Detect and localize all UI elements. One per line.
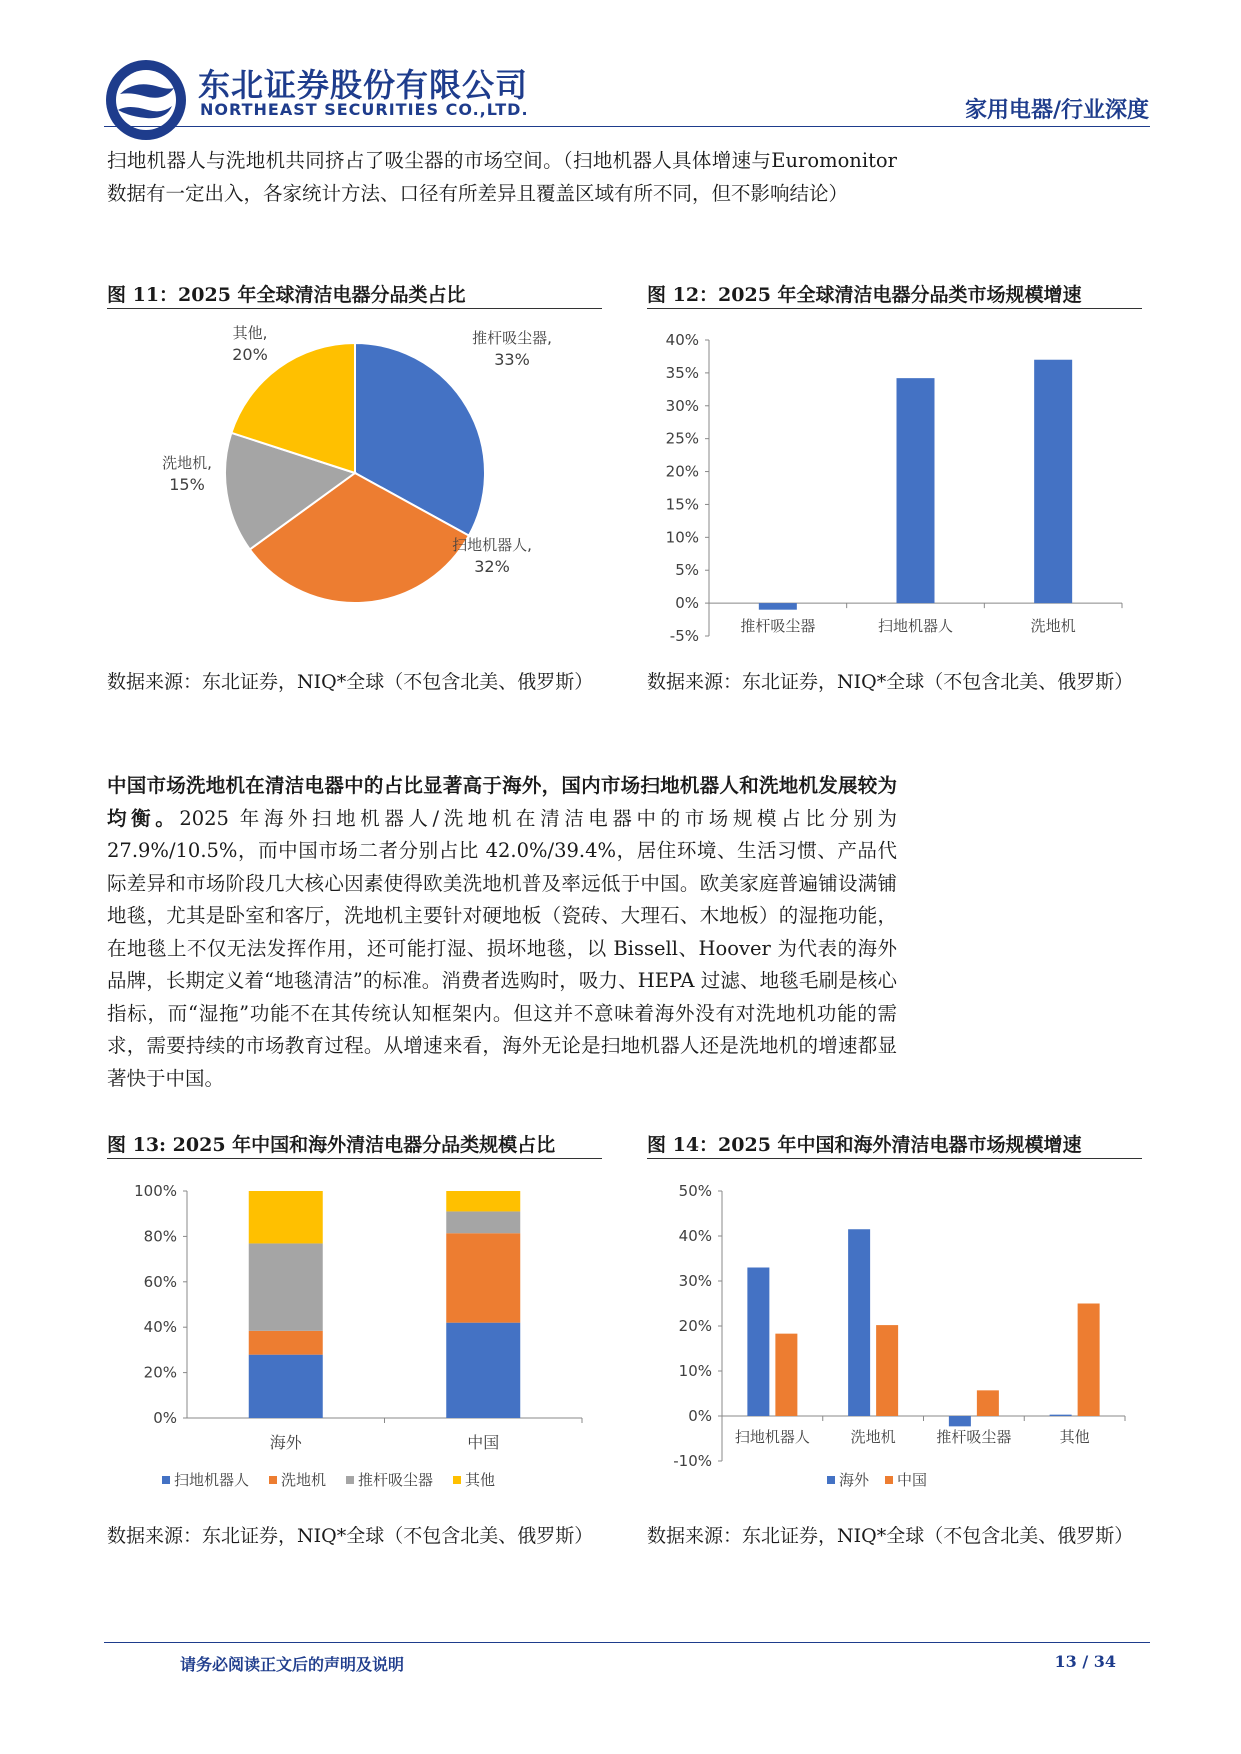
legend-label: 洗地机 (281, 1471, 327, 1489)
page-number: 13 / 34 (1054, 1652, 1116, 1671)
figure-12-rule (647, 308, 1142, 309)
figure-14-rule (647, 1158, 1142, 1159)
stacked-bar-segment (249, 1243, 323, 1330)
figure-14-grouped-bar-chart (647, 1166, 1142, 1496)
pie-value-label: 20% (232, 345, 268, 364)
bar (876, 1325, 898, 1416)
legend-swatch (885, 1476, 893, 1484)
figure-12-title: 图 12：2025 年全球清洁电器分品类市场规模增速 (647, 284, 1082, 306)
figure-13-title: 图 13: 2025 年中国和海外清洁电器分品类规模占比 (107, 1134, 556, 1156)
y-tick-label: 60% (143, 1272, 177, 1291)
brand-name-cn: 东北证券股份有限公司 (198, 66, 529, 104)
y-tick-label: 100% (134, 1182, 177, 1200)
stacked-bar-segment (446, 1233, 520, 1322)
bar (747, 1268, 769, 1417)
bar (977, 1390, 999, 1416)
y-tick-label: 20% (678, 1317, 712, 1335)
y-tick-label: 35% (665, 363, 699, 382)
x-category-label: 推杆吸尘器 (936, 1428, 1012, 1446)
pie-value-label: 15% (169, 475, 205, 494)
figure-11-source: 数据来源：东北证券，NIQ*全球（不包含北美、俄罗斯） (107, 671, 594, 693)
y-tick-label: 20% (665, 462, 699, 481)
y-tick-label: 0% (688, 1407, 712, 1425)
legend-label: 中国 (897, 1471, 928, 1489)
y-tick-label: 20% (143, 1363, 177, 1382)
footer-disclaimer: 请务必阅读正文后的声明及说明 (180, 1655, 405, 1674)
bar (1078, 1304, 1100, 1417)
figure-13-rule (107, 1158, 602, 1159)
legend-label: 扫地机器人 (174, 1471, 250, 1489)
pie-category-label: 扫地机器人, (452, 536, 532, 554)
x-category-label: 推杆吸尘器 (740, 617, 816, 636)
header-divider (104, 126, 1150, 127)
y-tick-label: 5% (675, 561, 699, 580)
x-category-label: 洗地机 (1030, 617, 1076, 636)
stacked-bar-segment (446, 1323, 520, 1418)
y-tick-label: 10% (678, 1362, 712, 1380)
section-tag: 家用电器/行业深度 (964, 98, 1149, 123)
y-tick-label: 80% (143, 1227, 177, 1246)
pie-value-label: 32% (474, 557, 510, 576)
stacked-bar-segment (249, 1331, 323, 1355)
body-lead-bold: 中国市场洗地机在清洁电器中的占比显著高于海外，国内市场扫地机器人和洗地机发展较为均衡。 (107, 774, 897, 830)
figure-11-title: 图 11：2025 年全球清洁电器分品类占比 (107, 284, 466, 306)
pie-category-label: 推杆吸尘器, (472, 329, 552, 347)
legend-label: 推杆吸尘器 (358, 1471, 434, 1489)
bar (949, 1416, 971, 1426)
x-category-label: 扫地机器人 (877, 617, 954, 636)
legend-swatch (827, 1476, 835, 1484)
figure-13-stacked-bar-chart (107, 1166, 602, 1496)
legend-label: 其他 (465, 1471, 496, 1489)
stacked-bar-segment (446, 1191, 520, 1211)
y-tick-label: 40% (665, 331, 699, 349)
figure-12-bar-chart (647, 318, 1142, 648)
bar (897, 378, 935, 603)
legend-swatch (269, 1476, 277, 1484)
y-tick-label: 40% (143, 1318, 177, 1337)
figure-11-pie-chart (107, 318, 602, 648)
figure-14-source: 数据来源：东北证券，NIQ*全球（不包含北美、俄罗斯） (647, 1525, 1134, 1547)
brand-name-en: NORTHEAST SECURITIES CO.,LTD. (200, 100, 529, 119)
bar (1034, 360, 1072, 603)
stacked-bar-segment (249, 1355, 323, 1418)
footer-divider (104, 1642, 1150, 1643)
y-tick-label: 25% (665, 429, 699, 448)
figure-14-title: 图 14：2025 年中国和海外清洁电器市场规模增速 (647, 1134, 1082, 1156)
bar (759, 603, 797, 610)
bar (775, 1334, 797, 1416)
figure-13-source: 数据来源：东北证券，NIQ*全球（不包含北美、俄罗斯） (107, 1525, 594, 1547)
y-tick-label: 40% (678, 1227, 712, 1245)
figure-12-source: 数据来源：东北证券，NIQ*全球（不包含北美、俄罗斯） (647, 671, 1134, 693)
y-tick-label: 30% (665, 396, 699, 415)
x-category-label: 洗地机 (850, 1428, 896, 1446)
company-logo (104, 58, 188, 142)
x-category-label: 中国 (467, 1433, 500, 1452)
bar (848, 1229, 870, 1416)
legend-swatch (453, 1476, 461, 1484)
y-tick-label: -5% (669, 627, 699, 645)
y-tick-label: 10% (665, 528, 699, 547)
x-category-label: 其他 (1059, 1428, 1090, 1446)
bar (1050, 1415, 1072, 1416)
stacked-bar-segment (446, 1211, 520, 1233)
y-tick-label: 0% (675, 594, 699, 613)
body-paragraph (107, 770, 897, 1095)
legend-swatch (162, 1476, 170, 1484)
y-tick-label: 15% (665, 495, 699, 514)
x-category-label: 海外 (269, 1433, 302, 1452)
intro-paragraph: 扫地机器人与洗地机共同挤占了吸尘器的市场空间。（扫地机器人具体增速与Euromonitor 数据有一定出入，各家统计方法、口径有所差异且覆盖区域有所不同，但不影响结论） (107, 149, 897, 205)
pie-value-label: 33% (494, 350, 530, 369)
body-text: 2025 年海外扫地机器人/洗地机在清洁电器中的市场规模占比分别为 27.9%/10.5%，而中国市场二者分别占比 42.0%/39.4%，居住环境、生活习惯、产品代际差异和市场阶段几大核心因素使得欧美洗地机普及率远低于中国。欧美家庭普遍铺设满铺地毯，尤其是卧室和客厅，洗地机主要针对硬地板（瓷砖、大理石、木地板）的湿拖功能，在地毯上不仅无法发挥作用，还可能打湿、损坏地毯，以 Bissell、Hoover 为代表的海外品牌，长期定义着“地毯清洁”的标准。消费者选购时，吸力、HEPA 过滤、地毯毛刷是核心指标，而“湿拖”功能不在其传统认知框架内。但这并不意味着海外没有对洗地机功能的需求，需要持续的市场教育过程。从增速来看，海外无论是扫地机器人还是洗地机的增速都显著快于中国。 (107, 806, 897, 1090)
figure-11-rule (107, 308, 602, 309)
legend-swatch (346, 1476, 354, 1484)
y-tick-label: 30% (678, 1272, 712, 1290)
y-tick-label: -10% (673, 1452, 712, 1470)
y-tick-label: 50% (678, 1182, 712, 1200)
legend-label: 海外 (839, 1471, 870, 1489)
pie-category-label: 洗地机, (162, 454, 212, 472)
y-tick-label: 0% (153, 1409, 177, 1427)
pie-category-label: 其他, (232, 324, 268, 342)
x-category-label: 扫地机器人 (734, 1428, 810, 1446)
stacked-bar-segment (249, 1191, 323, 1243)
